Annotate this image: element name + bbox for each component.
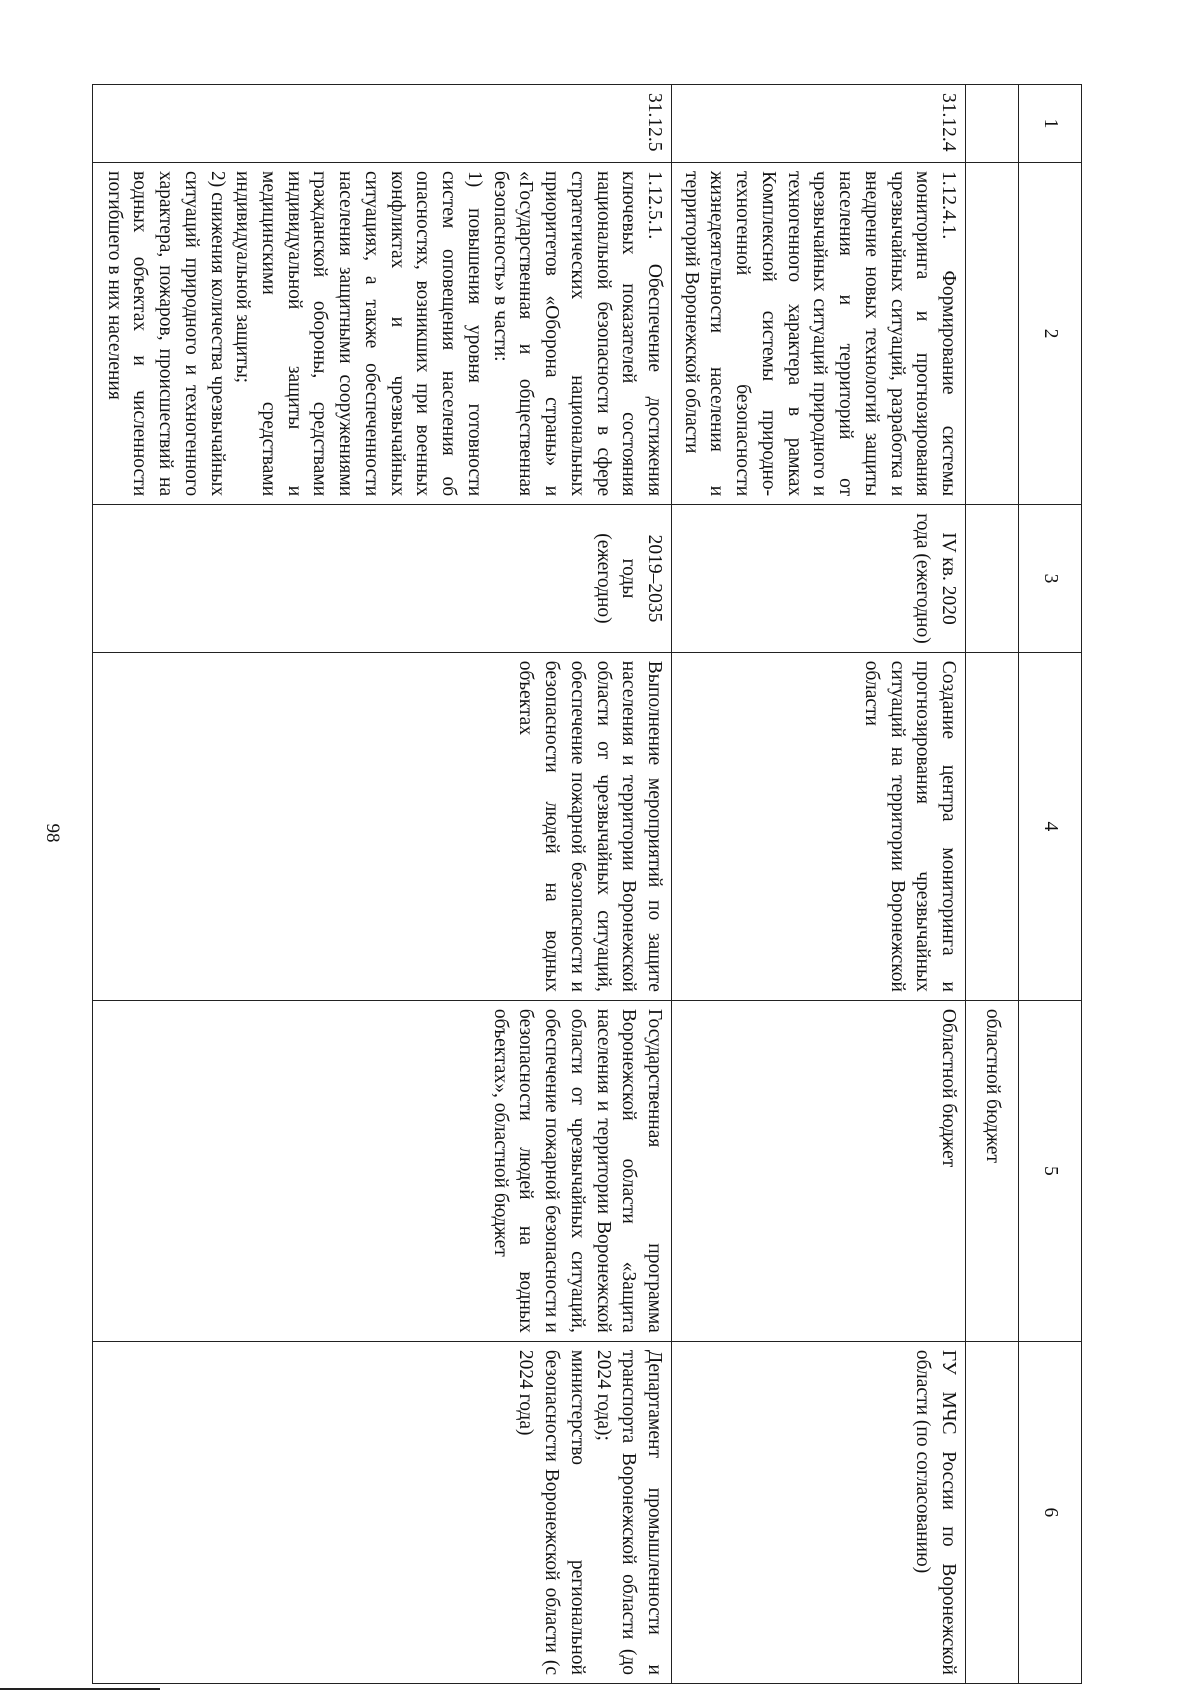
funding-cell-2 bbox=[966, 163, 1019, 505]
funding-cell-3 bbox=[966, 505, 1019, 653]
funding-source-label: областной бюджет bbox=[966, 1000, 1019, 1341]
activity-paragraph: 1) повышения уровня готовности систем оповещения населения об опасностях, возникших при военных конфликтах и чрезвычайных ситуациях, а также обеспеченности населения защитными сооружениями гражданской обороны, средствами индивидуальной защиты и медицинскими средствами индивидуальной защиты; bbox=[232, 171, 485, 497]
column-header-6: 6 bbox=[1019, 1341, 1082, 1683]
executor-paragraph: министерство региональной безопасности Воронежской области (с 2024 года) bbox=[515, 1349, 588, 1675]
table-row bbox=[672, 85, 966, 1684]
programme-table bbox=[92, 84, 1082, 1684]
activity-paragraph: 2) снижения количества чрезвычайных ситуаций природного и техногенного характера, пожаров, происшествий на водных объектах и численности погибшего в них населения bbox=[103, 171, 228, 497]
column-header-1: 1 bbox=[1019, 85, 1082, 163]
row-id: 31.12.4 bbox=[672, 85, 966, 163]
table-row bbox=[93, 85, 672, 1684]
scan-edge-line bbox=[0, 1688, 160, 1690]
header-row bbox=[1019, 85, 1082, 1684]
row-id: 31.12.5 bbox=[93, 85, 672, 163]
rotated-table-container bbox=[92, 84, 1082, 1684]
source-cell: Государственная программа Воронежской области «Защита населения и территории Воронежской области от чрезвычайных ситуаций, обеспечение пожарной безопасности и безопасности людей на водных объектах», областной бюджет bbox=[93, 1000, 672, 1341]
activity-cell: 1.12.4.1. Формирование системы мониторинга и прогнозирования чрезвычайных ситуаций, разработка и внедрение новых технологий защиты населения и территорий от чрезвычайных ситуаций природного и техногенного характера в рамках Комплексной системы природно-техногенной безопасности жизнедеятельности населения и территорий Воронежской области bbox=[672, 163, 966, 505]
column-header-5: 5 bbox=[1019, 1000, 1082, 1341]
column-header-3: 3 bbox=[1019, 505, 1082, 653]
executor-cell: ГУ МЧС России по Воронежской области (по согласованию) bbox=[672, 1341, 966, 1683]
funding-row bbox=[966, 85, 1019, 1684]
funding-cell-6 bbox=[966, 1341, 1019, 1683]
source-cell: Областной бюджет bbox=[672, 1000, 966, 1341]
executor-cell bbox=[93, 1341, 672, 1683]
period-cell: 2019–2035 годы (ежегодно) bbox=[93, 505, 672, 653]
page-number-text: 98 bbox=[42, 823, 63, 843]
activity-cell bbox=[93, 163, 672, 505]
funding-cell-1 bbox=[966, 85, 1019, 163]
result-cell: Создание центра мониторинга и прогнозирования чрезвычайных ситуаций на территории Воронежской области bbox=[672, 652, 966, 1000]
activity-paragraph: 1.12.5.1. Обеспечение достижения ключевых показателей состояния национальной безопасности в сфере стратегических национальных приоритетов «Оборона страны» и «Государственная и общественная безопасность» в части: bbox=[489, 171, 665, 497]
executor-paragraph: Департамент промышленности и транспорта Воронежской области (до 2024 года); bbox=[592, 1349, 665, 1675]
result-cell: Выполнение мероприятий по защите населения и территории Воронежской области от чрезвычайных ситуаций, обеспечение пожарной безопасности и безопасности людей на водных объектах bbox=[93, 652, 672, 1000]
page-number bbox=[0, 822, 63, 852]
column-header-4: 4 bbox=[1019, 652, 1082, 1000]
funding-cell-4 bbox=[966, 652, 1019, 1000]
column-header-2: 2 bbox=[1019, 163, 1082, 505]
period-cell: IV кв. 2020 года (ежегодно) bbox=[672, 505, 966, 653]
